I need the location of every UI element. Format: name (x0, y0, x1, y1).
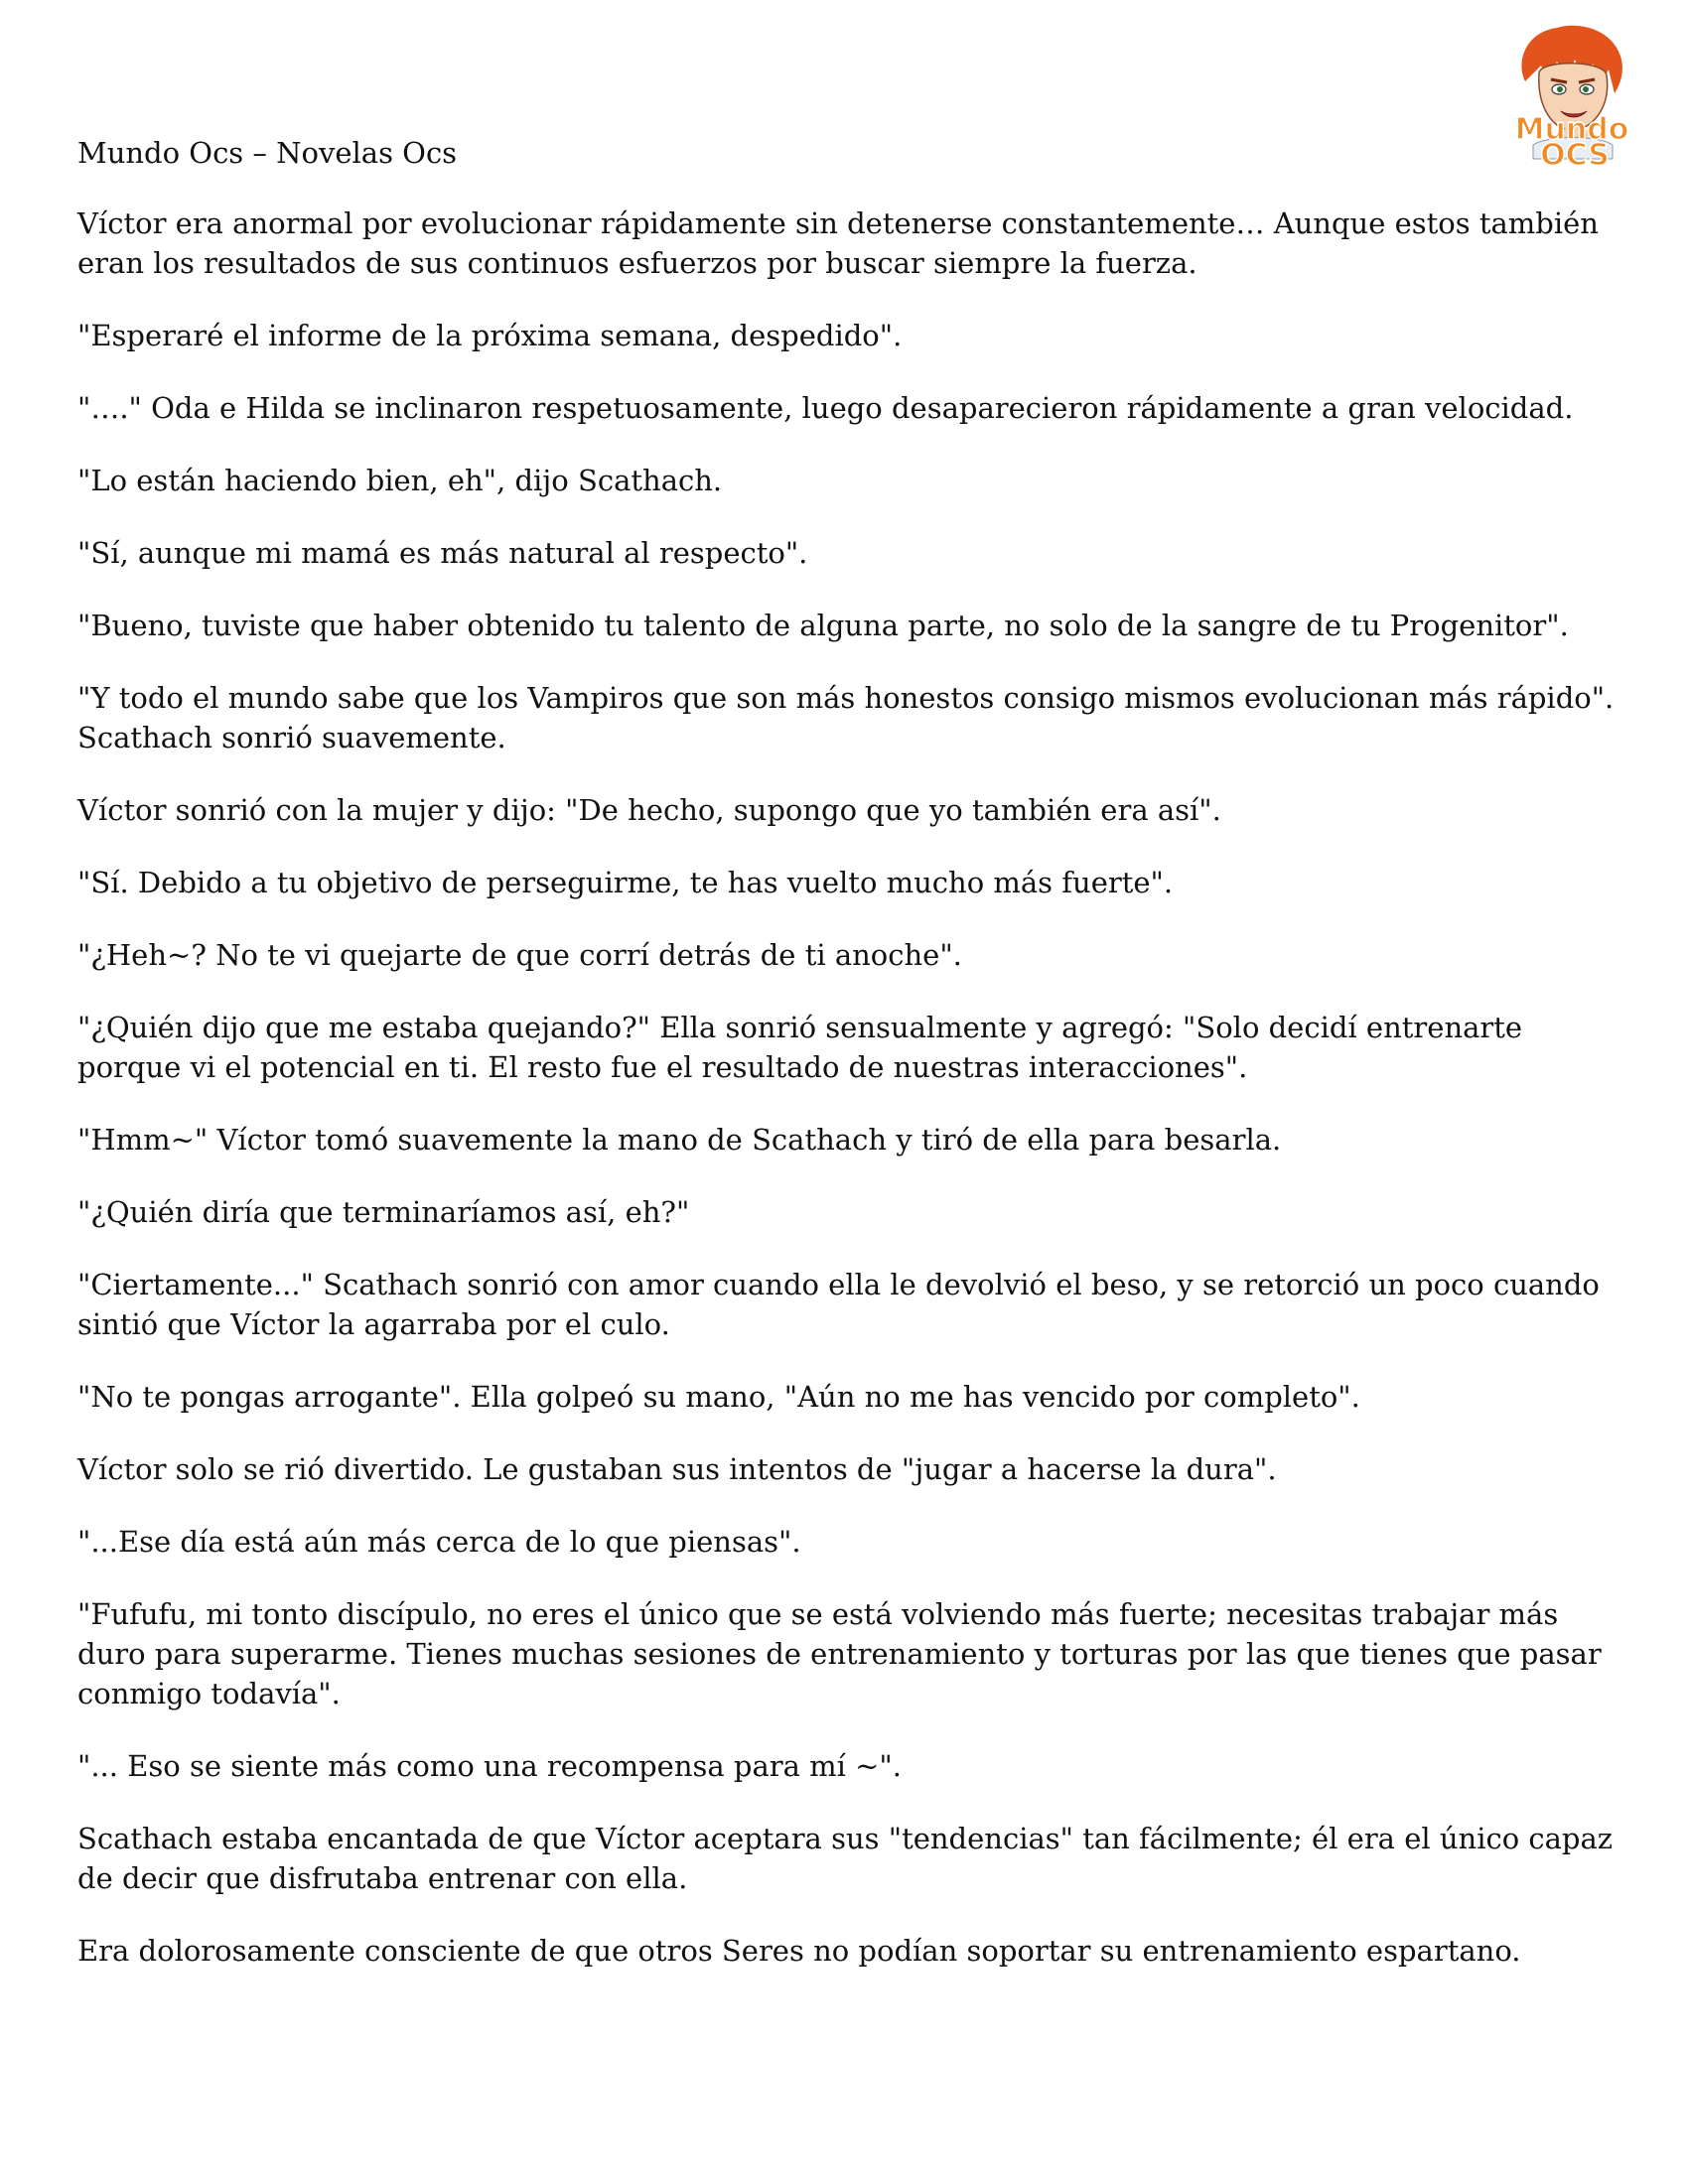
paragraph: "¿Quién diría que terminaríamos así, eh?" (77, 1195, 690, 1229)
paragraph: "Sí. Debido a tu objetivo de perseguirme, te has vuelto mucho más fuerte". (77, 866, 1174, 899)
paragraph: "Fufufu, mi tonto discípulo, no eres el único que se está volviendo más fuerte; necesitas trabajar más duro para superarme. Tienes muchas sesiones de entrenamiento y torturas por las que tienes que pasar conmigo todavía". (77, 1597, 1602, 1710)
paragraph: "Ciertamente..." Scathach sonrió con amor cuando ella le devolvió el beso, y se retorció un poco cuando sintió que Víctor la agarraba por el culo. (77, 1268, 1600, 1341)
paragraph: "Esperaré el informe de la próxima semana, despedido". (77, 319, 903, 352)
paragraph: "Bueno, tuviste que haber obtenido tu talento de alguna parte, no solo de la sangre de tu Progenitor". (77, 609, 1569, 642)
paragraph: Scathach estaba encantada de que Víctor aceptara sus "tendencias" tan fácilmente; él era el único capaz de decir que disfrutaba entrenar con ella. (77, 1822, 1614, 1895)
document-body (77, 204, 1626, 2003)
paragraph: "Hmm~" Víctor tomó suavemente la mano de Scathach y tiró de ella para besarla. (77, 1123, 1282, 1157)
paragraph: "¿Heh~? No te vi quejarte de que corrí detrás de ti anoche". (77, 938, 962, 972)
logo-text-mundo: Mundo (1514, 112, 1629, 147)
paragraph: "...Ese día está aún más cerca de lo que piensas". (77, 1525, 801, 1559)
paragraph: "... Eso se siente más como una recompensa para mí ~". (77, 1749, 902, 1783)
paragraph: "¿Quién dijo que me estaba quejando?" Ella sonrió sensualmente y agregó: "Solo decidí entrenarte porque vi el potencial en ti. El resto fue el resultado de nuestras interacciones". (77, 1011, 1523, 1084)
mundo-ocs-logo (1497, 20, 1646, 171)
paragraph: Víctor era anormal por evolucionar rápidamente sin detenerse constantemente… Aunque estos también eran los resultados de sus continuos esfuerzos por buscar siempre la fuerza. (77, 206, 1599, 280)
paragraph: "Sí, aunque mi mamá es más natural al respecto". (77, 536, 808, 570)
paragraph: "No te pongas arrogante". Ella golpeó su mano, "Aún no me has vencido por completo". (77, 1380, 1360, 1414)
paragraph: Víctor solo se rió divertido. Le gustaban sus intentos de "jugar a hacerse la dura". (77, 1452, 1277, 1486)
page-header-title: Mundo Ocs – Novelas Ocs (77, 136, 458, 170)
paragraph: "Lo están haciendo bien, eh", dijo Scathach. (77, 464, 723, 497)
paragraph: Víctor sonrió con la mujer y dijo: "De hecho, supongo que yo también era así". (77, 793, 1221, 827)
paragraph: Era dolorosamente consciente de que otros Seres no podían soportar su entrenamiento espartano. (77, 1934, 1521, 1968)
paragraph: "…." Oda e Hilda se inclinaron respetuosamente, luego desaparecieron rápidamente a gran velocidad. (77, 391, 1574, 425)
paragraph: "Y todo el mundo sabe que los Vampiros que son más honestos consigo mismos evolucionan más rápido". Scathach sonrió suavemente. (77, 681, 1615, 754)
logo-text-ocs: OCS (1540, 138, 1610, 171)
